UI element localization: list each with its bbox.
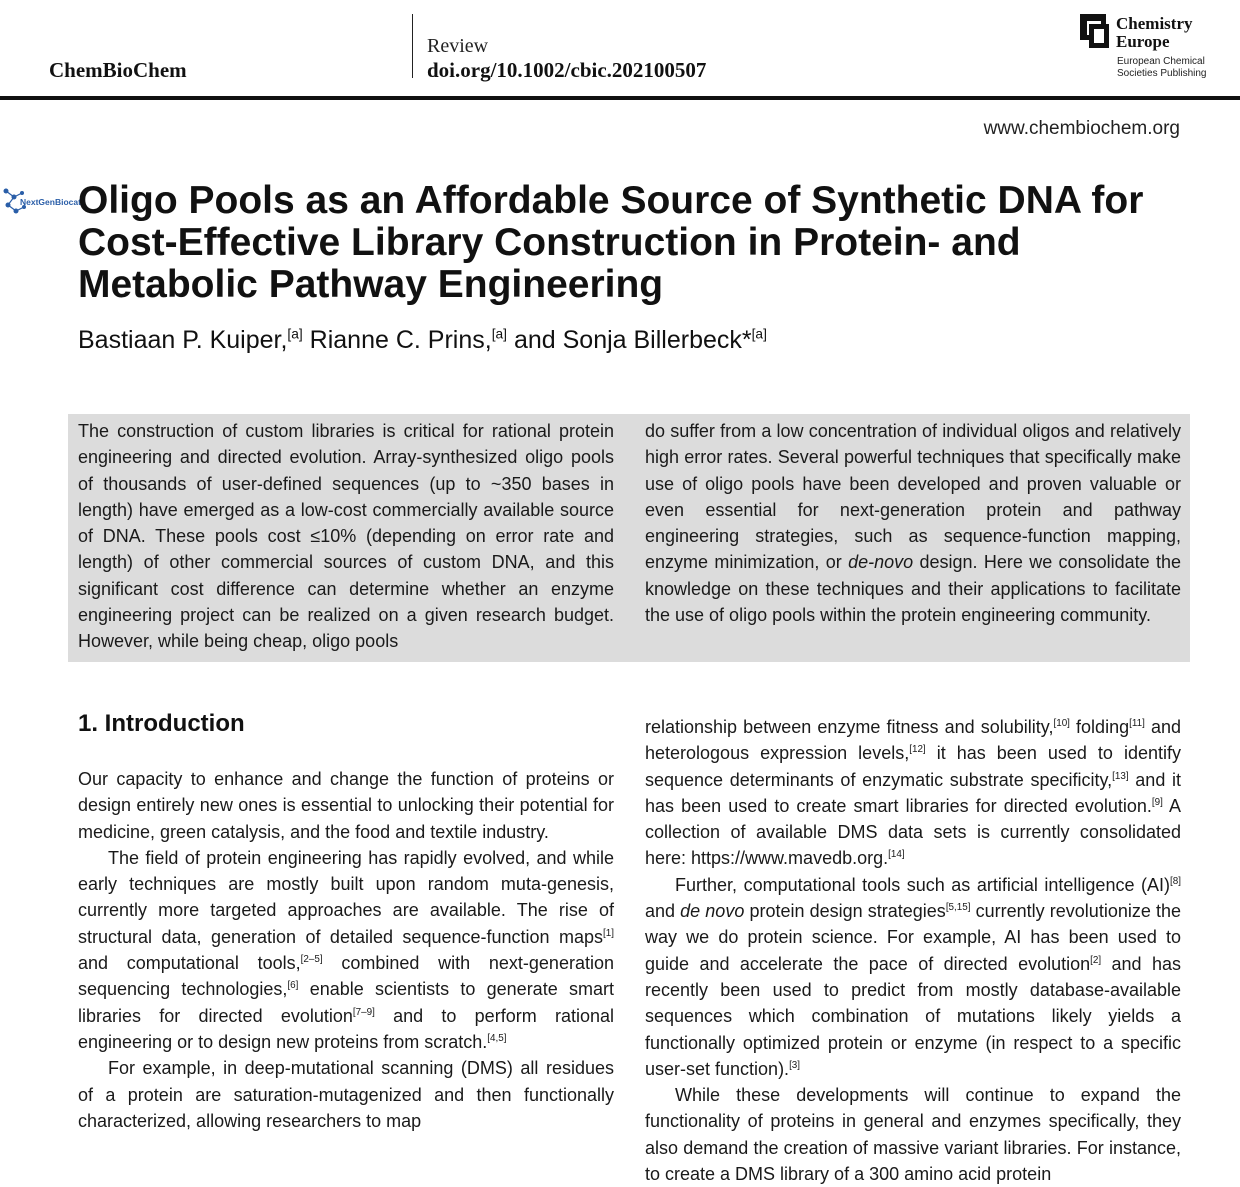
abstract-text: do suffer from a low concentration of individual oligos and relatively high error rates. Several powerful techniques that specifically make use of oligo pools have been developed and proven valuable or even essential for next-generation protein and pathway engineering strategies, such as sequence-function mapping, enzyme minimization, or — [645, 421, 1181, 573]
abstract-emphasis: de-novo — [848, 552, 914, 573]
body-paragraph — [78, 845, 614, 1055]
header-rule — [0, 96, 1240, 100]
citation-ref[interactable]: [13] — [1112, 770, 1129, 782]
paragraph-text: The field of protein engineering has rapidly evolved, and while early techniques are mostly built upon random muta-genesis, currently more targeted approaches are available. The rise of structural data, generation of detailed sequence-function maps — [78, 847, 614, 947]
paragraph-text: and computational tools, — [78, 953, 301, 974]
paragraph-text: relationship between enzyme fitness and solubility, — [645, 717, 1054, 737]
paragraph-text: protein design strategies — [744, 901, 946, 922]
paragraph-text: and heterologous expression levels, — [645, 717, 1181, 764]
citation-ref[interactable]: [7–9] — [352, 1006, 375, 1018]
paragraph-text: enable scientists to generate smart libraries for directed evolution — [78, 979, 614, 1026]
journal-name: ChemBioChem — [49, 58, 187, 82]
citation-ref[interactable]: [2–5] — [300, 954, 323, 966]
header-divider — [412, 14, 413, 78]
author-list — [78, 326, 767, 355]
citation-ref[interactable]: [6] — [287, 980, 299, 992]
paragraph-text: and — [645, 901, 681, 922]
abstract-text-left: The construction of custom libraries is critical for rational protein engineering and directed evolution. Array-synthesized oligo pools of thousands of user-defined sequences (up to ~350 bases in length) have emerged as a low-cost commercially available source of DNA. These pools cost ≤10% (depending on error rate and length) of other commercial sources of custom DNA, and this significant cost difference can determine whether an enzyme engineering project can be realized on a given research budget. However, while being cheap, oligo pools — [78, 421, 614, 652]
abstract-text-right — [645, 418, 1181, 628]
author-affiliation: [a] — [287, 326, 303, 342]
citation-ref[interactable]: [2] — [1090, 954, 1102, 966]
paragraph-text: currently revolutionize the way we do protein science. For example, AI has been used to guide and accelerate the pace of directed evolution — [645, 901, 1181, 974]
citation-ref[interactable]: [4,5] — [487, 1032, 507, 1044]
paragraph-text: it has been used to identify sequence determinants of enzymatic substrate specificity, — [645, 743, 1181, 790]
paragraph-text: and to perform rational engineering or to design new proteins from scratch. — [78, 1005, 614, 1052]
author-name[interactable]: Bastiaan P. Kuiper, — [78, 326, 288, 354]
author-name[interactable]: and Sonja Billerbeck* — [513, 326, 752, 354]
author-affiliation: [a] — [751, 326, 767, 342]
paragraph-text: folding — [1069, 717, 1130, 737]
citation-ref[interactable]: [1] — [603, 927, 614, 939]
citation-ref[interactable]: [8] — [1170, 875, 1181, 887]
body-paragraph: Our capacity to enhance and change the function of proteins or design entirely new ones is essential to unlocking their potential for medicine, green catalysis, and the food and textile industry. — [78, 769, 614, 842]
paragraph-text: combined with next-generation sequencing technologies, — [78, 953, 614, 1000]
citation-ref[interactable]: [9] — [1151, 796, 1163, 808]
section-heading: 1. Introduction — [78, 710, 245, 737]
author-affiliation: [a] — [491, 326, 507, 342]
paragraph-text: A collection of available DMS data sets is currently consolidated here: https://www.mavedb.org. — [645, 795, 1181, 869]
author-name[interactable]: Rianne C. Prins, — [309, 326, 492, 354]
publisher-name-line1: Chemistry — [1116, 14, 1193, 33]
journal-website-link[interactable]: www.chembiochem.org — [983, 118, 1180, 139]
article-type: Review — [427, 35, 489, 57]
paragraph-text: and it has been used to create smart libraries for directed evolution. — [645, 769, 1181, 816]
badge-label: NextGenBiocat — [20, 197, 81, 207]
doi-link[interactable]: doi.org/10.1002/cbic.202100507 — [427, 58, 707, 82]
article-title: Oligo Pools as an Affordable Source of Synthetic DNA for Cost-Effective Library Construction in Protein- and Metabolic Pathway Engineering — [78, 179, 1144, 306]
paragraph-emphasis: de novo — [680, 901, 745, 922]
citation-ref[interactable]: [12] — [909, 744, 926, 756]
abstract-text: design. Here we consolidate the knowledge on these techniques and their applications to facilitate the use of oligo pools within the protein engineering community. — [645, 552, 1181, 626]
publisher-subtitle-line2: Societies Publishing — [1117, 68, 1207, 79]
body-column-left — [78, 766, 614, 1134]
body-paragraph: For example, in deep-mutational scanning (DMS) all residues of a protein are saturation-mutagenized and then functionally characterized, allowing researchers to map — [78, 1058, 614, 1131]
publisher-name-line2: Europe — [1116, 32, 1170, 51]
citation-ref[interactable]: [14] — [888, 849, 905, 861]
body-paragraph — [645, 714, 1181, 872]
citation-ref[interactable]: [10] — [1053, 718, 1070, 729]
chemistry-europe-logo-icon — [1080, 14, 1112, 50]
citation-ref[interactable]: [11] — [1129, 718, 1145, 729]
citation-ref[interactable]: [3] — [789, 1059, 801, 1071]
citation-ref[interactable]: [5,15] — [945, 902, 971, 914]
body-paragraph — [645, 872, 1181, 1082]
nextgenbiocat-badge-icon — [0, 183, 81, 221]
body-column-right — [645, 714, 1181, 1187]
body-paragraph: While these developments will continue to expand the functionality of proteins in general and enzymes specifically, they also demand the creation of massive variant libraries. For instance, to create a DMS library of a 300 amino acid protein — [645, 1085, 1181, 1185]
paragraph-text: Further, computational tools such as artificial intelligence (AI) — [675, 874, 1171, 895]
paragraph-text: and has recently been used to predict from mostly database-available sequences which combination of mutations likely yields a functionally optimized protein or enzyme (in respect to a specific user-set function). — [645, 953, 1181, 1079]
publisher-subtitle-line1: European Chemical — [1117, 56, 1205, 67]
publisher-logo — [1080, 14, 1230, 84]
